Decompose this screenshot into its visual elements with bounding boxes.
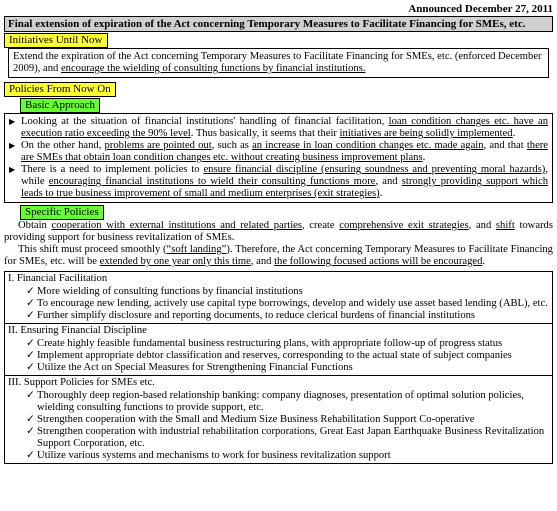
- list-item: ✓ More wielding of consulting functions by financial institutions: [26, 286, 303, 297]
- list-item: ✓ Utilize the Act on Special Measures for Strengthening Financial Functions: [26, 362, 353, 373]
- section-support-policies: [4, 376, 553, 464]
- section-ensuring-financial-discipline: [4, 324, 553, 376]
- basic-approach-box: [4, 113, 553, 203]
- basic-bullet-1: ▶ Looking at the situation of financial institutions' handling of financial facilitation, loan condition changes etc. have an execution ratio exceeding the 90% level. Thus basically, it seems that their initiatives are being solidly implemented.: [9, 116, 548, 140]
- check-icon: ✓: [26, 350, 35, 361]
- specific-paragraph-1: Obtain cooperation with external institutions and related parties, create comprehensive exit strategies, and shift towards providing support for business revitalization of SMEs.: [4, 220, 553, 243]
- list-item: ✓ Create highly feasible fundamental business restructuring plans, with appropriate follow-up of progress status: [26, 338, 503, 349]
- policies-label: Policies From Now On: [4, 82, 116, 97]
- check-icon: ✓: [26, 362, 35, 373]
- check-icon: ✓: [26, 298, 35, 309]
- section-title: I. Financial Facilitation: [8, 273, 108, 284]
- specific-paragraph-2: This shift must proceed smoothly (“soft landing”). Therefore, the Act concerning Temporary Measures to Facilitate Financing for SMEs, etc. will be extended by one year only this time, and the following focused actions will be encouraged.: [4, 244, 553, 267]
- section-title: II. Ensuring Financial Discipline: [8, 325, 147, 336]
- list-item: ✓ Utilize various systems and mechanisms to work for business revitalization support: [26, 450, 391, 461]
- list-item: ✓ Further simplify disclosure and reporting documents, to reduce clerical burdens of financial institutions: [26, 310, 476, 321]
- basic-approach-label: Basic Approach: [20, 98, 100, 113]
- sections-table: [4, 271, 553, 464]
- check-icon: ✓: [26, 414, 35, 425]
- check-icon: ✓: [26, 390, 35, 401]
- document-title: Final extension of expiration of the Act concerning Temporary Measures to Facilitate Financing for SMEs, etc.: [4, 16, 553, 32]
- list-item: ✓ Strengthen cooperation with industrial rehabilitation corporations, Great East Japan Earthquake Business Revitalization Support Corporation, etc.: [26, 426, 545, 449]
- check-icon: ✓: [26, 310, 35, 321]
- initiatives-text: Extend the expiration of the Act concerning Temporary Measures to Facilitate Financing for SMEs, etc. (enforced December 2009), and: [13, 51, 542, 74]
- list-item: ✓ Thoroughly deep region-based relationship banking: company diagnoses, presentation of optimal solution policies, wielding consulting functions to provide support, etc.: [26, 390, 524, 413]
- announced-date: Announced December 27, 2011: [408, 3, 553, 15]
- list-item: ✓ Strengthen cooperation with the Small and Medium Size Business Rehabilitation Support Co-operative: [26, 414, 475, 425]
- initiatives-text-underlined: encourage the wielding of consulting functions by financial institutions.: [60, 63, 366, 74]
- section-financial-facilitation: [4, 271, 553, 324]
- basic-bullet-3: ▶ There is a need to implement policies to ensure financial discipline (ensuring soundness and preventing moral hazards), while encouraging financial institutions to wield their consulting functions more, and strongly providing support which leads to true business improvement of small and medium enterprises (exit strategies).: [9, 164, 548, 200]
- check-icon: ✓: [26, 450, 35, 461]
- check-icon: ✓: [26, 338, 35, 349]
- list-item: ✓ To encourage new lending, actively use capital type borrowings, develop and widely use asset based lending (ABL), etc.: [26, 298, 548, 309]
- specific-policies-label: Specific Policies: [20, 205, 104, 220]
- initiatives-label: Initiatives Until Now: [4, 33, 108, 48]
- check-icon: ✓: [26, 286, 35, 297]
- check-icon: ✓: [26, 426, 35, 437]
- section-title: III. Support Policies for SMEs etc.: [8, 377, 155, 388]
- initiatives-box: [8, 48, 549, 78]
- basic-bullet-2: ▶ On the other hand, problems are pointed out, such as an increase in loan condition changes etc. made again, and that there are SMEs that obtain loan condition changes etc. without creating business improvement plans.: [9, 140, 548, 164]
- list-item: ✓ Implement appropriate debtor classification and reserves, corresponding to the actual state of subject companies: [26, 350, 512, 361]
